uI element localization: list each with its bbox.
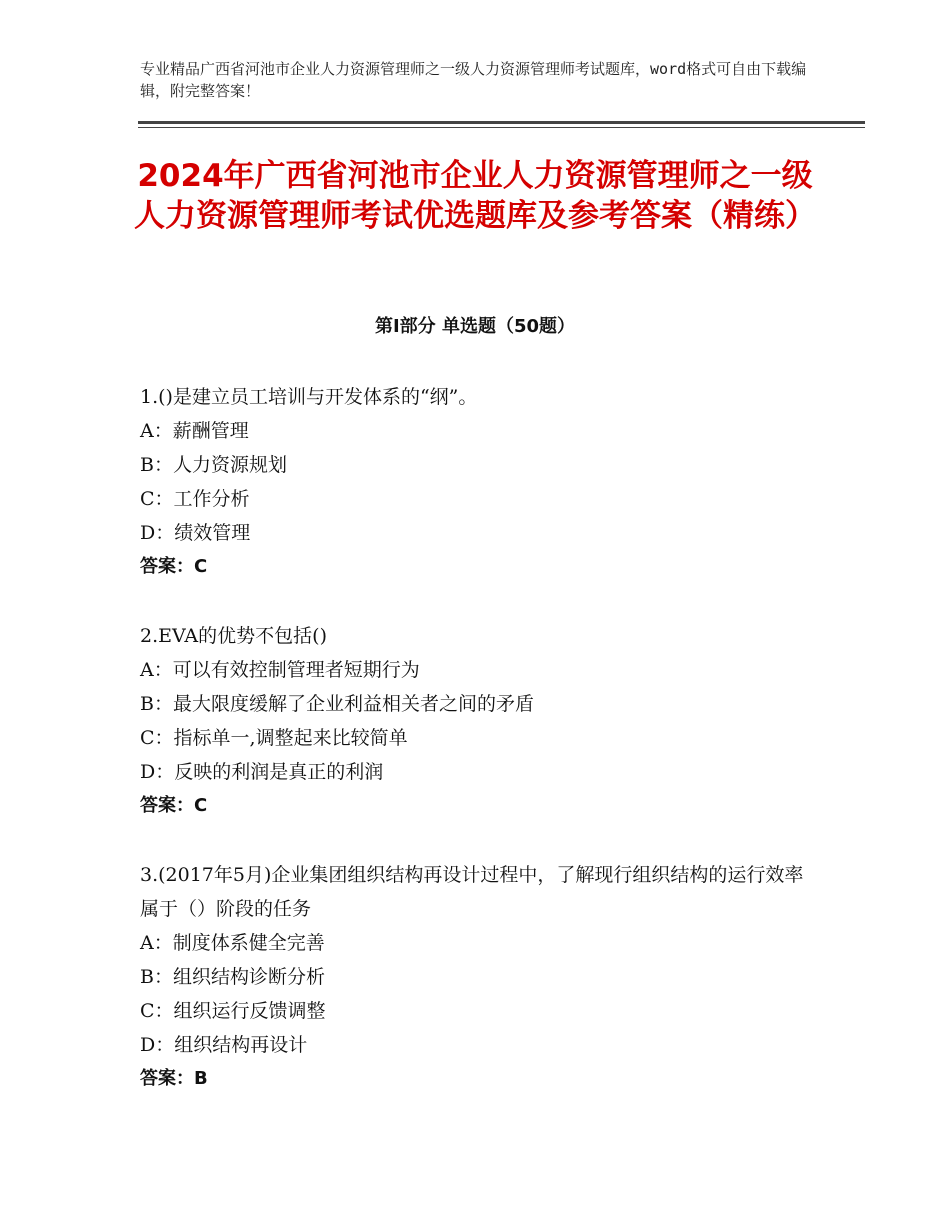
answer-line: 答案：C xyxy=(140,795,208,816)
option-d: D：组织结构再设计 xyxy=(140,1034,308,1056)
option-c: C：组织运行反馈调整 xyxy=(140,1000,326,1022)
header-note: 专业精品广西省河池市企业人力资源管理师之一级人力资源管理师考试题库，word格式可自由下载编辑，附完整答案！ xyxy=(140,60,807,100)
answer-line: 答案：C xyxy=(140,556,208,577)
section-title: 第Ⅰ部分 单选题（50题） xyxy=(374,316,575,337)
option-a: A：制度体系健全完善 xyxy=(140,932,325,954)
option-d: D：绩效管理 xyxy=(140,522,251,544)
option-c: C：工作分析 xyxy=(140,488,250,510)
document-title: 2024年广西省河池市企业人力资源管理师之一级人力资源管理师考试优选题库及参考答案（精练） xyxy=(134,158,816,234)
answer-line: 答案：B xyxy=(140,1068,208,1089)
question-stem: 2.EVA的优势不包括() xyxy=(140,625,327,647)
option-c: C：指标单一,调整起来比较简单 xyxy=(140,727,408,749)
option-a: A：薪酬管理 xyxy=(140,420,249,442)
header-rule-thick xyxy=(138,121,865,124)
question-block xyxy=(140,858,820,1096)
option-b: B：组织结构诊断分析 xyxy=(140,966,325,988)
option-b: B：最大限度缓解了企业利益相关者之间的矛盾 xyxy=(140,693,534,715)
option-a: A：可以有效控制管理者短期行为 xyxy=(140,659,420,681)
option-b: B：人力资源规划 xyxy=(140,454,287,476)
question-stem: 1.()是建立员工培训与开发体系的“纲”。 xyxy=(140,386,478,408)
option-d: D：反映的利润是真正的利润 xyxy=(140,761,384,783)
question-block xyxy=(140,380,820,584)
question-block xyxy=(140,619,820,823)
question-stem: 3.(2017年5月)企业集团组织结构再设计过程中，了解现行组织结构的运行效率属于（）阶段的任务 xyxy=(140,864,804,920)
header-rule-thin xyxy=(138,127,865,128)
